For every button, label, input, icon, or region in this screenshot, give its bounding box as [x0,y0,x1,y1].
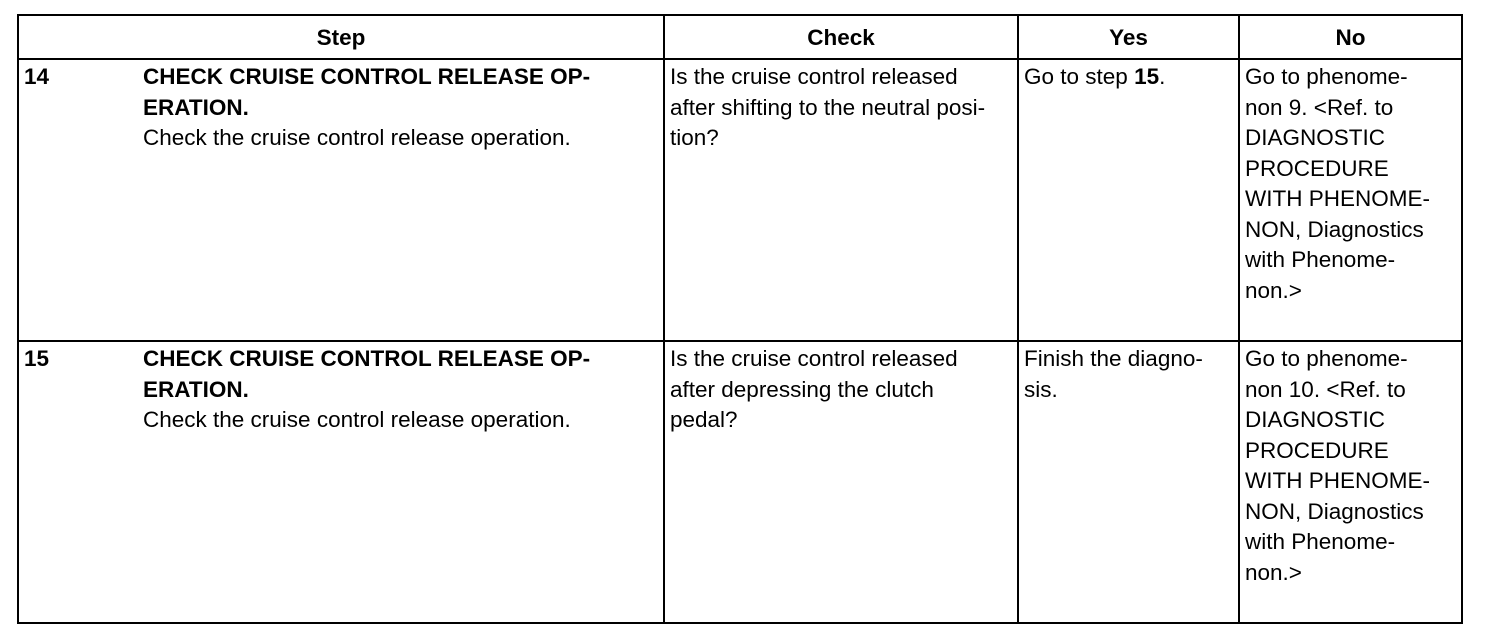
check-cell [664,341,1018,623]
no-text-line: non.> [1245,277,1302,303]
no-text-line: WITH PHENOME- [1245,186,1430,211]
step-column-header: Step [18,15,664,59]
check-text-line: after depressing the clutch [670,376,934,402]
step-cell [18,59,664,341]
no-text-line: NON, Diagnostics [1245,498,1424,524]
no-text-line: with Phenome- [1245,247,1396,272]
yes-text [1024,62,1234,93]
step-instruction: Check the cruise control release operation. [143,407,571,432]
no-text-line: non.> [1245,559,1302,585]
check-text-line: Is the cruise control released [670,346,958,371]
check-column-header: Check [664,15,1018,59]
yes-step-ref: 15 [1134,64,1160,89]
no-text-line: Go to phenome- [1245,346,1408,371]
yes-text-suffix: . [1159,64,1166,89]
no-text-line: WITH PHENOME- [1245,468,1430,493]
check-text-line: after shifting to the neutral posi- [670,94,986,120]
step-title-line: ERATION. [143,376,249,402]
no-text-line: non 9. <Ref. to [1245,94,1394,120]
no-text-line: with Phenome- [1245,529,1396,554]
yes-text-prefix: Go to step [1024,64,1135,89]
no-text-line: DIAGNOSTIC [1245,125,1386,150]
no-cell [1239,59,1462,341]
no-text-line: Go to phenome- [1245,64,1408,89]
yes-text-line: Finish the diagno- [1024,346,1203,371]
table-row [18,341,1462,623]
check-text-line: tion? [670,125,719,150]
step-title [143,62,657,123]
no-cell [1239,341,1462,623]
step-title-line: CHECK CRUISE CONTROL RELEASE OP- [143,346,591,371]
no-text-line: DIAGNOSTIC [1245,407,1386,432]
check-text-line: pedal? [670,407,738,432]
yes-cell [1018,341,1239,623]
step-title [143,344,657,405]
step-instruction: Check the cruise control release operation. [143,125,571,150]
yes-cell [1018,59,1239,341]
no-text-line: non 10. <Ref. to [1245,376,1406,402]
no-text-line: PROCEDURE [1245,155,1389,181]
step-number: 14 [24,64,50,89]
no-text-line: PROCEDURE [1245,437,1389,463]
step-cell [18,341,664,623]
yes-column-header: Yes [1018,15,1239,59]
step-title-line: CHECK CRUISE CONTROL RELEASE OP- [143,64,591,89]
no-column-header: No [1239,15,1462,59]
no-text-line: NON, Diagnostics [1245,216,1424,242]
check-cell [664,59,1018,341]
check-text-line: Is the cruise control released [670,64,958,89]
step-title-line: ERATION. [143,94,249,120]
diagnostic-table [17,14,1463,624]
yes-text-line: sis. [1024,376,1058,402]
table-row [18,59,1462,341]
header-row [18,15,1462,59]
step-number: 15 [24,346,50,371]
